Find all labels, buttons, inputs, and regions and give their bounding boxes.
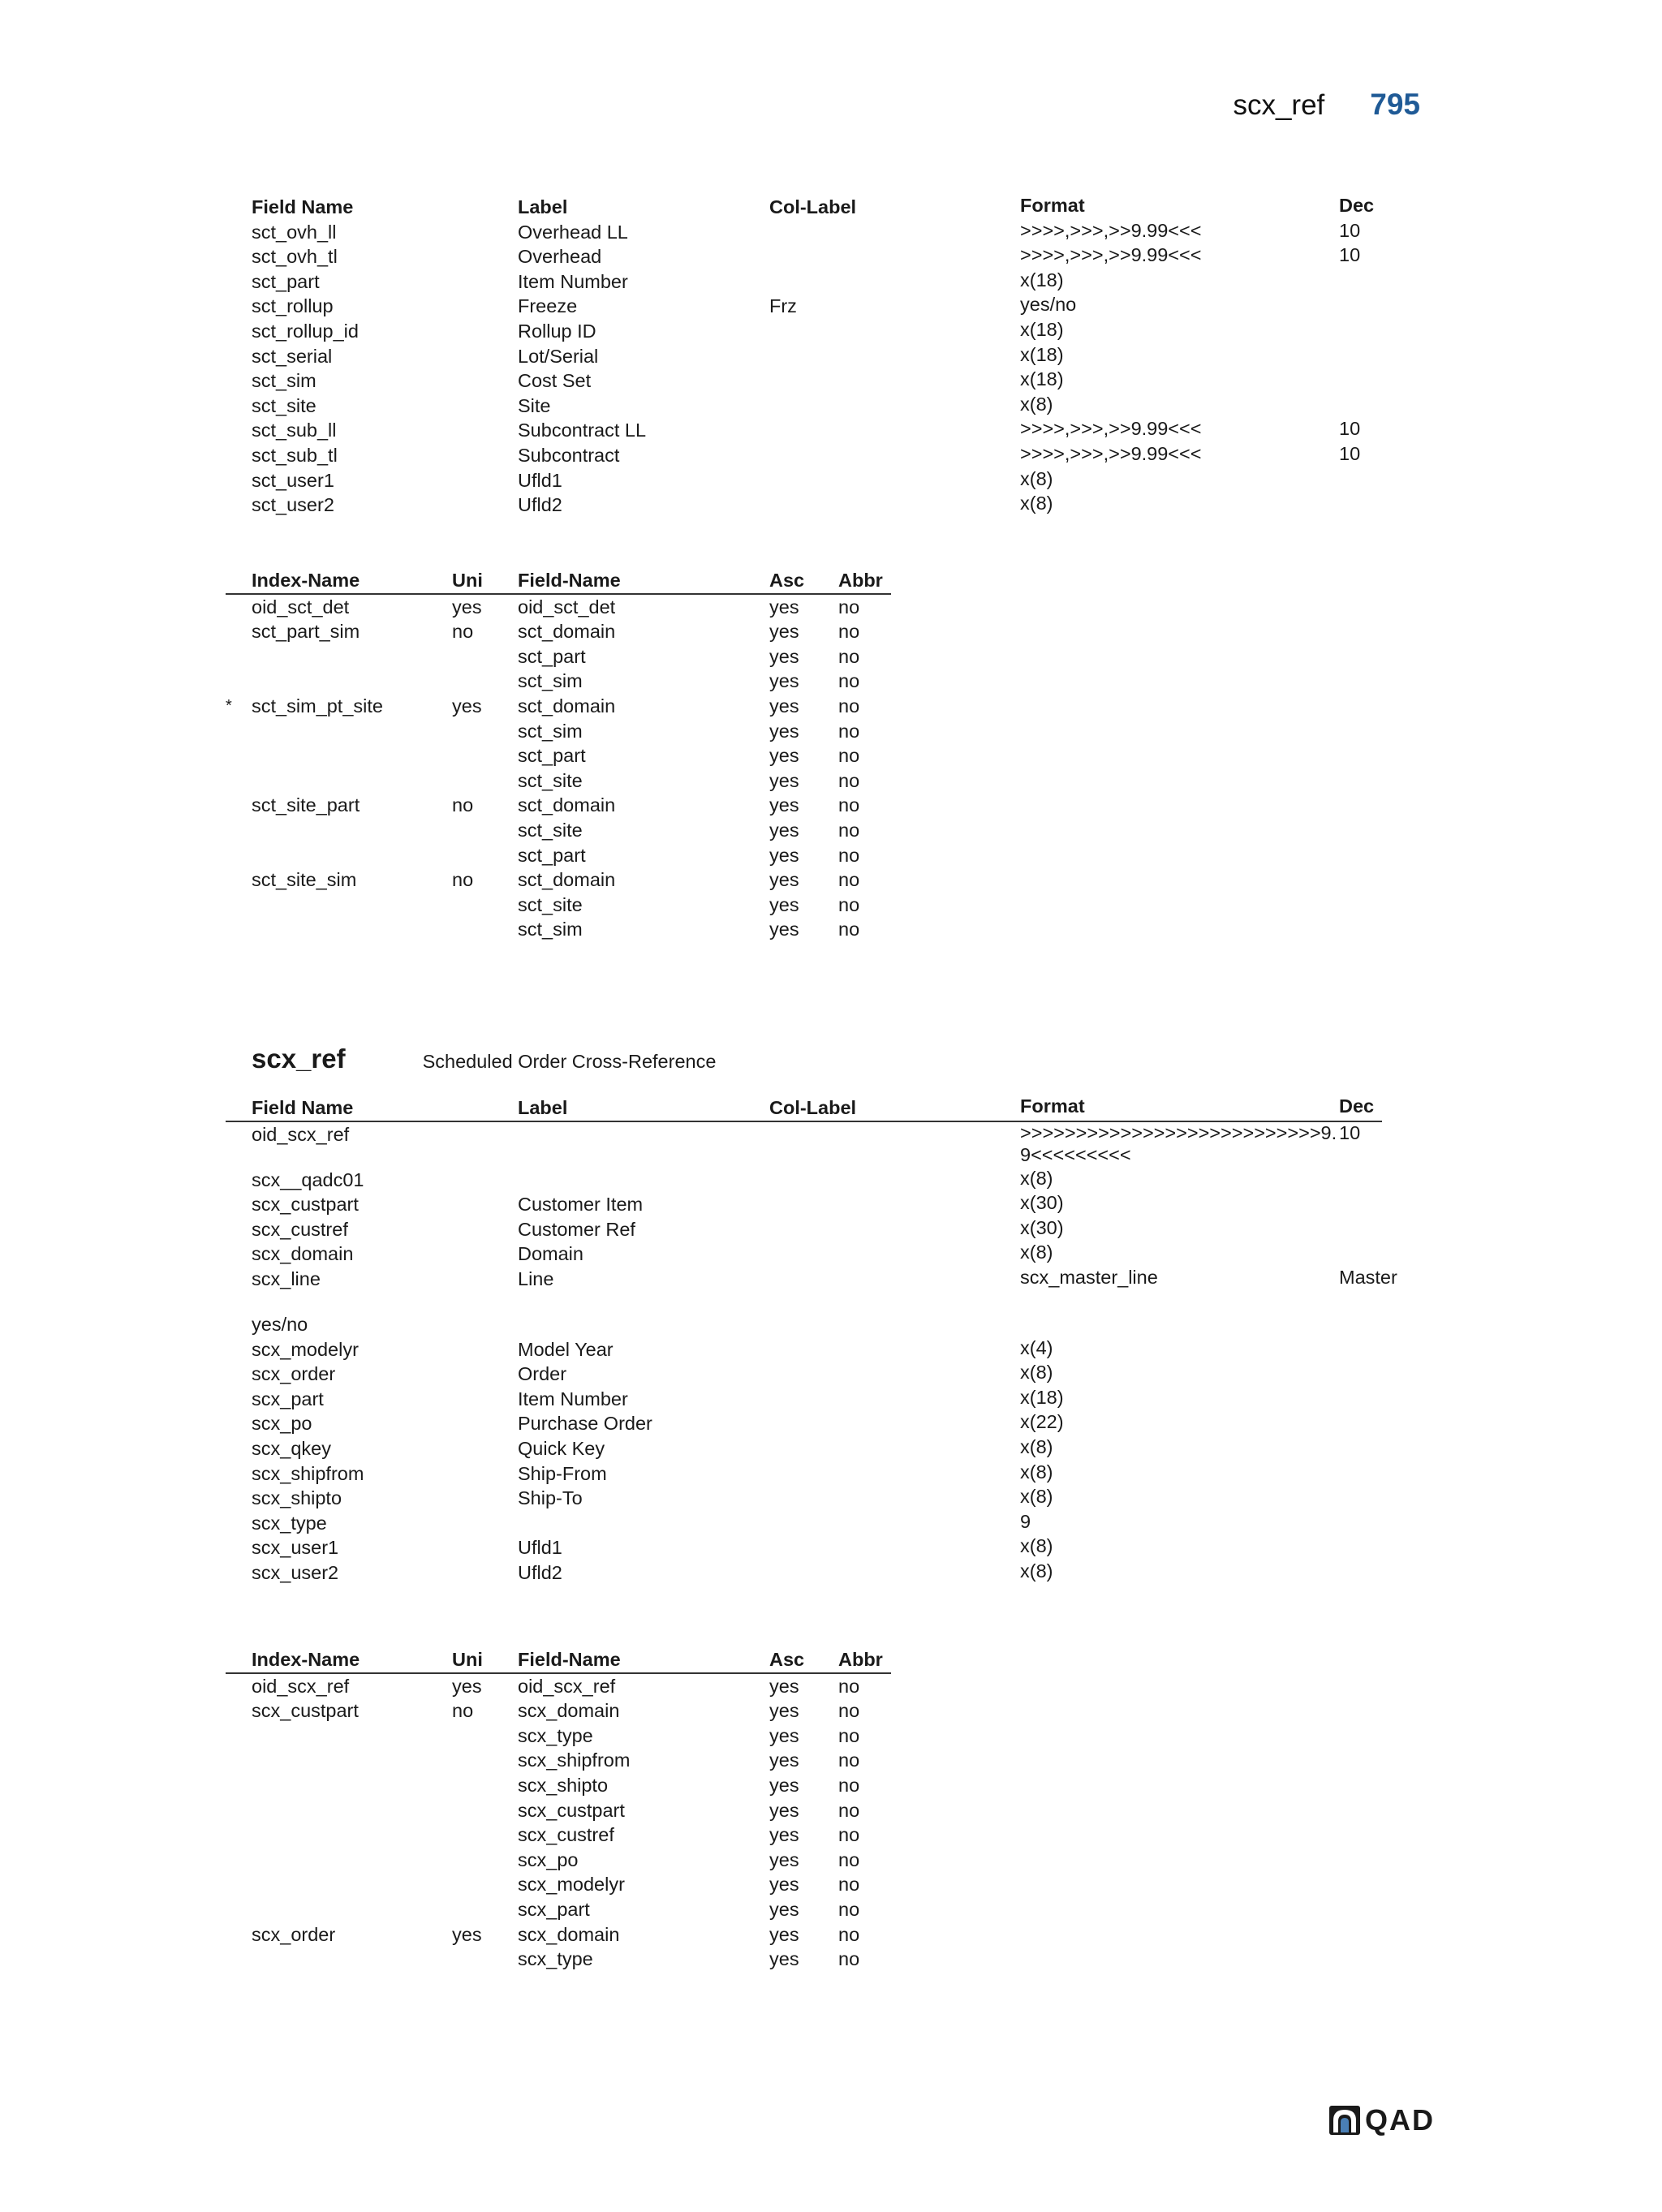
format-cell: >>>>,>>>,>>9.99<<<: [1020, 442, 1202, 464]
asc-cell: yes: [769, 869, 799, 891]
field-name-cell: scx_user2: [252, 1561, 339, 1583]
table-row: [226, 1947, 891, 1972]
label-cell: Item Number: [518, 270, 628, 292]
table-row: [226, 1266, 1397, 1312]
index-name-cell: sct_sim_pt_site: [252, 695, 383, 717]
dec-header: Dec: [1339, 195, 1375, 216]
table-row: [226, 493, 1382, 518]
asc-cell: yes: [769, 794, 799, 816]
table-row: [226, 644, 891, 669]
abbr-cell: no: [838, 919, 860, 940]
abbr-cell: no: [838, 695, 860, 717]
index-name-cell: oid_scx_ref: [252, 1675, 350, 1697]
field-name-cell: scx_order: [252, 1363, 336, 1385]
field-name-cell: yes/no: [252, 1313, 308, 1335]
asc-cell: yes: [769, 1799, 799, 1821]
label-cell: Cost Set: [518, 370, 592, 392]
abbr-cell: no: [838, 893, 860, 915]
asc-cell: yes: [769, 1675, 799, 1697]
index-name-cell: scx_order: [252, 1923, 336, 1945]
field-name-cell: scx_line: [252, 1267, 321, 1289]
field-name-cell: sct_site: [518, 893, 583, 915]
page-number: 795: [1370, 88, 1420, 121]
abbr-cell: no: [838, 670, 860, 692]
index-name-cell: sct_site_part: [252, 794, 360, 816]
label-cell: Overhead LL: [518, 221, 628, 243]
label-cell: Ship-To: [518, 1487, 583, 1509]
field-name-cell: scx_shipfrom: [518, 1749, 631, 1771]
format-cell: 9: [1020, 1510, 1031, 1532]
table-row: [226, 319, 1382, 344]
format-header: Format: [1020, 1095, 1085, 1117]
table-row: [226, 368, 1382, 394]
label-cell: Freeze: [518, 295, 578, 317]
field-name-cell: oid_scx_ref: [518, 1675, 616, 1697]
table-row: [226, 1773, 891, 1798]
table-header-row: [226, 1095, 1382, 1122]
field-name-cell: scx_modelyr: [252, 1338, 359, 1360]
table-row: [226, 244, 1382, 269]
abbr-cell: no: [838, 1848, 860, 1870]
field-name-cell: scx_custref: [518, 1824, 614, 1846]
field-name-cell: sct_ovh_tl: [252, 246, 338, 268]
sct-field-table: [226, 195, 1382, 518]
table-row: [226, 1872, 891, 1897]
field-name-cell: scx_part: [252, 1388, 324, 1409]
field-name-cell: sct_sub_ll: [252, 420, 337, 441]
table-row: [226, 269, 1382, 295]
abbr-cell: no: [838, 1799, 860, 1821]
abbr-cell: no: [838, 596, 860, 618]
sct-index-table: [226, 568, 891, 942]
field-name-cell: scx_type: [518, 1948, 593, 1970]
field-name-cell: sct_site: [518, 769, 583, 791]
field-name-cell: sct_domain: [518, 695, 616, 717]
field-name-cell: scx_domain: [518, 1700, 620, 1722]
format-cell: x(18): [1020, 368, 1064, 390]
abbr-cell: no: [838, 745, 860, 767]
abbr-cell: no: [838, 1774, 860, 1796]
table-row: [226, 1535, 1382, 1560]
field-name-cell: sct_ovh_ll: [252, 221, 337, 243]
format-cell: yes/no: [1020, 294, 1077, 316]
table-row: [226, 1511, 1382, 1536]
qad-logo-text: QAD: [1365, 2103, 1435, 2137]
field-name-cell: scx_type: [518, 1724, 593, 1746]
table-row: [226, 843, 891, 868]
label-cell: Ufld1: [518, 469, 562, 491]
table-row: [226, 443, 1382, 468]
field-name-cell: scx_shipto: [252, 1487, 342, 1509]
table-row: [226, 619, 891, 644]
table-row: [226, 1560, 1382, 1586]
asc-cell: yes: [769, 1700, 799, 1722]
table-row: [226, 669, 891, 694]
format-cell: x(8): [1020, 1560, 1053, 1582]
format-cell: x(30): [1020, 1216, 1064, 1238]
field-name-cell: scx_shipfrom: [252, 1462, 364, 1484]
dec-header: Dec: [1339, 1095, 1375, 1117]
table-header-row: [226, 1647, 891, 1674]
asc-cell: yes: [769, 621, 799, 643]
table-row: [226, 1217, 1382, 1242]
field-name-cell: scx__qadc01: [252, 1168, 364, 1190]
table-row: [226, 1798, 891, 1823]
format-cell: scx_master_line: [1020, 1266, 1158, 1288]
label-header: Label: [518, 196, 568, 217]
format-cell: x(22): [1020, 1411, 1064, 1433]
field-name-cell: sct_site: [252, 394, 316, 416]
uni-cell: no: [452, 869, 474, 891]
uni-cell: no: [452, 794, 474, 816]
table-row: [226, 595, 891, 620]
format-cell: x(8): [1020, 1486, 1053, 1508]
field-name-header: Field Name: [252, 196, 354, 217]
table-row: [226, 1168, 1382, 1193]
format-cell: x(8): [1020, 1461, 1053, 1483]
field-name-cell: scx_domain: [518, 1923, 620, 1945]
field-name-cell: oid_scx_ref: [252, 1123, 350, 1145]
field-name-cell: sct_sim: [252, 370, 316, 392]
asc-cell: yes: [769, 645, 799, 667]
label-cell: Customer Ref: [518, 1218, 635, 1240]
index-name-cell: sct_site_sim: [252, 869, 357, 891]
uni-header: Uni: [452, 1649, 483, 1670]
uni-header: Uni: [452, 570, 483, 591]
field-name-cell: scx_qkey: [252, 1437, 331, 1459]
uni-cell: yes: [452, 1675, 482, 1697]
format-cell: >>>>>>>>>>>>>>>>>>>>>>>>>>>9.9<<<<<<<<<: [1020, 1121, 1337, 1165]
table-row: [226, 1242, 1382, 1267]
table-row: [226, 1387, 1382, 1412]
section-title: [252, 1044, 716, 1074]
asc-cell: yes: [769, 1874, 799, 1896]
label-cell: Ship-From: [518, 1462, 607, 1484]
asc-cell: yes: [769, 720, 799, 742]
format-cell: x(18): [1020, 343, 1064, 365]
field-name-cell: sct_part: [518, 745, 586, 767]
abbr-cell: no: [838, 1675, 860, 1697]
label-cell: Customer Item: [518, 1194, 644, 1216]
col-label-header: Col-Label: [769, 1097, 857, 1118]
abbr-cell: no: [838, 1874, 860, 1896]
table-row: [226, 1461, 1382, 1487]
label-cell: Order: [518, 1363, 567, 1385]
table-row: [226, 1823, 891, 1848]
abbr-cell: no: [838, 1824, 860, 1846]
qad-logo: [1329, 2103, 1435, 2137]
table-row: [226, 1897, 891, 1922]
field-name-cell: scx_type: [252, 1512, 327, 1534]
format-cell: x(8): [1020, 1242, 1053, 1263]
label-cell: Quick Key: [518, 1437, 605, 1459]
table-row: [226, 1122, 1382, 1168]
table-description: Scheduled Order Cross-Reference: [422, 1051, 717, 1072]
field-name-cell: scx_shipto: [518, 1774, 609, 1796]
format-cell: x(8): [1020, 393, 1053, 415]
field-name-cell: sct_sub_tl: [252, 444, 338, 466]
asc-cell: yes: [769, 1724, 799, 1746]
field-name-header: Field-Name: [518, 570, 621, 591]
uni-cell: no: [452, 621, 474, 643]
field-name-cell: scx_po: [518, 1848, 579, 1870]
label-cell: Purchase Order: [518, 1413, 652, 1435]
asc-cell: yes: [769, 745, 799, 767]
label-cell: Line: [518, 1267, 554, 1289]
format-cell: x(8): [1020, 1435, 1053, 1457]
table-row: [226, 893, 891, 918]
dec-cell: Master: [1339, 1266, 1397, 1288]
field-name-cell: sct_domain: [518, 794, 616, 816]
asc-cell: yes: [769, 1824, 799, 1846]
format-cell: x(18): [1020, 1386, 1064, 1408]
label-cell: Ufld2: [518, 494, 562, 516]
asc-cell: yes: [769, 1848, 799, 1870]
field-name-header: Field-Name: [518, 1649, 621, 1670]
asc-cell: yes: [769, 769, 799, 791]
field-name-cell: sct_part: [252, 270, 320, 292]
format-cell: >>>>,>>>,>>9.99<<<: [1020, 244, 1202, 266]
table-row: [226, 694, 891, 719]
field-name-cell: sct_user1: [252, 469, 334, 491]
abbr-cell: no: [838, 1724, 860, 1746]
asc-header: Asc: [769, 570, 805, 591]
abbr-cell: no: [838, 1898, 860, 1920]
field-name-cell: sct_rollup_id: [252, 320, 359, 342]
field-name-cell: sct_user2: [252, 494, 334, 516]
format-cell: x(18): [1020, 269, 1064, 290]
dec-cell: 10: [1339, 1121, 1361, 1143]
format-cell: x(30): [1020, 1192, 1064, 1214]
asc-cell: yes: [769, 670, 799, 692]
asc-cell: yes: [769, 844, 799, 866]
table-row: [226, 1362, 1382, 1387]
col-label-header: Col-Label: [769, 196, 857, 217]
abbr-cell: no: [838, 720, 860, 742]
abbr-cell: no: [838, 1948, 860, 1970]
col-label-cell: Frz: [769, 295, 797, 317]
table-row: [226, 1192, 1382, 1217]
abbr-cell: no: [838, 844, 860, 866]
table-row: [226, 1486, 1382, 1511]
table-row: [226, 867, 891, 893]
table-row: [226, 1922, 891, 1947]
field-name-cell: sct_part: [518, 844, 586, 866]
label-cell: Ufld1: [518, 1537, 562, 1559]
table-row: [226, 1312, 1382, 1337]
format-cell: x(18): [1020, 318, 1064, 340]
asc-cell: yes: [769, 596, 799, 618]
abbr-cell: no: [838, 794, 860, 816]
abbr-cell: no: [838, 621, 860, 643]
format-cell: >>>>,>>>,>>9.99<<<: [1020, 418, 1202, 440]
uni-cell: yes: [452, 596, 482, 618]
asc-cell: yes: [769, 819, 799, 841]
table-row: [226, 917, 891, 942]
field-name-cell: scx_part: [518, 1898, 590, 1920]
abbr-cell: no: [838, 1749, 860, 1771]
dec-cell: 10: [1339, 418, 1361, 440]
table-header-row: [226, 568, 891, 595]
table-row: [226, 1724, 891, 1749]
field-name-cell: sct_domain: [518, 869, 616, 891]
label-cell: Subcontract LL: [518, 420, 647, 441]
table-row: [226, 1848, 891, 1873]
table-row: [226, 468, 1382, 493]
index-name-header: Index-Name: [252, 1649, 360, 1670]
index-name-cell: oid_sct_det: [252, 596, 350, 618]
format-cell: x(8): [1020, 1362, 1053, 1384]
abbr-cell: no: [838, 1923, 860, 1945]
table-name: scx_ref: [252, 1044, 346, 1074]
field-name-cell: sct_site: [518, 819, 583, 841]
table-row: [226, 418, 1382, 443]
abbr-cell: no: [838, 645, 860, 667]
abbr-cell: no: [838, 869, 860, 891]
running-title: scx_ref: [1233, 89, 1325, 121]
page-header: [1233, 88, 1420, 122]
field-name-cell: scx_custpart: [252, 1194, 359, 1216]
abbr-header: Abbr: [838, 570, 883, 591]
label-cell: Item Number: [518, 1388, 628, 1409]
table-row: [226, 344, 1382, 369]
asc-cell: yes: [769, 1749, 799, 1771]
field-name-cell: scx_custref: [252, 1218, 348, 1240]
field-name-cell: sct_domain: [518, 621, 616, 643]
label-header: Label: [518, 1097, 568, 1118]
label-cell: Subcontract: [518, 444, 620, 466]
label-cell: Ufld2: [518, 1561, 562, 1583]
table-row: [226, 818, 891, 843]
index-name-header: Index-Name: [252, 570, 360, 591]
table-row: [226, 793, 891, 818]
table-row: [226, 220, 1382, 245]
table-row: [226, 743, 891, 768]
field-name-header: Field Name: [252, 1097, 354, 1118]
field-name-cell: sct_part: [518, 645, 586, 667]
field-name-cell: scx_modelyr: [518, 1874, 625, 1896]
uni-cell: yes: [452, 1923, 482, 1945]
primary-index-marker: *: [226, 696, 232, 715]
field-name-cell: scx_domain: [252, 1243, 354, 1265]
table-row: [226, 1748, 891, 1773]
format-header: Format: [1020, 195, 1085, 216]
table-row: [226, 1337, 1382, 1362]
field-name-cell: sct_serial: [252, 345, 333, 367]
abbr-cell: no: [838, 1700, 860, 1722]
table-row: [226, 1698, 891, 1724]
table-row: [226, 394, 1382, 419]
label-cell: Site: [518, 394, 551, 416]
asc-cell: yes: [769, 893, 799, 915]
format-cell: x(8): [1020, 1535, 1053, 1557]
format-cell: x(8): [1020, 1167, 1053, 1189]
asc-cell: yes: [769, 1774, 799, 1796]
label-cell: Domain: [518, 1243, 583, 1265]
format-cell: >>>>,>>>,>>9.99<<<: [1020, 219, 1202, 241]
field-name-cell: sct_sim: [518, 919, 583, 940]
scx-index-table: [226, 1647, 891, 1972]
field-name-cell: sct_rollup: [252, 295, 334, 317]
asc-cell: yes: [769, 695, 799, 717]
dec-cell: 10: [1339, 442, 1361, 464]
qad-logo-icon: [1329, 2106, 1360, 2135]
abbr-header: Abbr: [838, 1649, 883, 1670]
uni-cell: no: [452, 1700, 474, 1722]
label-cell: Rollup ID: [518, 320, 596, 342]
asc-cell: yes: [769, 1898, 799, 1920]
index-name-cell: sct_part_sim: [252, 621, 360, 643]
format-cell: x(4): [1020, 1336, 1053, 1358]
format-cell: x(8): [1020, 467, 1053, 489]
dec-cell: 10: [1339, 219, 1361, 241]
format-cell: x(8): [1020, 493, 1053, 514]
table-row: [226, 719, 891, 744]
field-name-cell: sct_sim: [518, 670, 583, 692]
uni-cell: yes: [452, 695, 482, 717]
abbr-cell: no: [838, 819, 860, 841]
asc-cell: yes: [769, 1948, 799, 1970]
scx-field-table: [226, 1095, 1397, 1586]
table-header-row: [226, 195, 1382, 220]
label-cell: Lot/Serial: [518, 345, 599, 367]
asc-cell: yes: [769, 1923, 799, 1945]
field-name-cell: scx_po: [252, 1413, 312, 1435]
field-name-cell: scx_user1: [252, 1537, 339, 1559]
table-row: [226, 1436, 1382, 1461]
index-name-cell: scx_custpart: [252, 1700, 359, 1722]
dec-cell: 10: [1339, 244, 1361, 266]
table-row: [226, 294, 1382, 319]
label-cell: Model Year: [518, 1338, 614, 1360]
asc-cell: yes: [769, 919, 799, 940]
field-name-cell: scx_custpart: [518, 1799, 625, 1821]
table-row: [226, 1411, 1382, 1436]
field-name-cell: oid_sct_det: [518, 596, 616, 618]
abbr-cell: no: [838, 769, 860, 791]
label-cell: Overhead: [518, 246, 602, 268]
field-name-cell: sct_sim: [518, 720, 583, 742]
asc-header: Asc: [769, 1649, 805, 1670]
table-row: [226, 768, 891, 794]
table-row: [226, 1674, 891, 1699]
